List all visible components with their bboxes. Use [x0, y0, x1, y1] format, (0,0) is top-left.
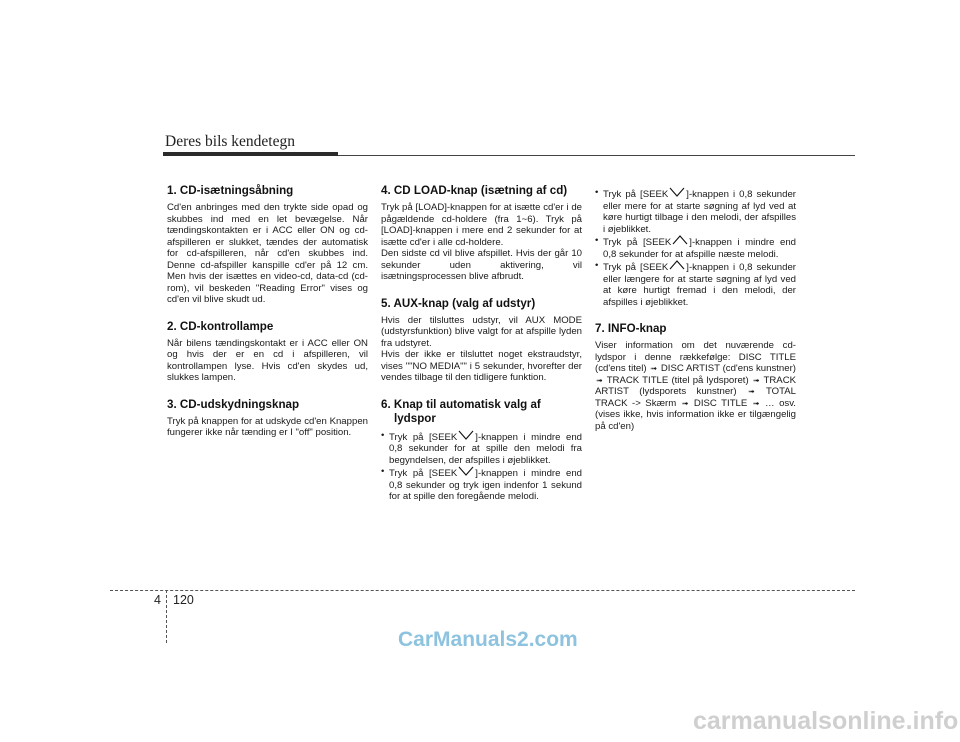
- section-heading: 3. CD-udskydningsknap: [167, 397, 300, 411]
- chevron-down-icon: [458, 466, 474, 476]
- header-title: Deres bils kendetegn: [165, 133, 295, 150]
- column-3: [595, 187, 796, 440]
- section-body: Hvis der ikke er tilsluttet noget ekstraudstyr, vises ""NO MEDIA"" i 5 sekunder, hvorefter der vendes tilbage til den tidligere funktion.: [381, 349, 582, 383]
- bullet-list: [595, 187, 796, 308]
- chevron-up-icon: [672, 235, 688, 245]
- section-heading: 7. INFO-knap: [595, 322, 667, 335]
- footer-rule: [110, 590, 855, 591]
- bullet-list: [381, 430, 582, 503]
- list-item: • Tryk på [SEEK ]-knappen i mindre end 0,8 sekunder og tryk igen indenfor 1 sekund for at spille den foregående melodi.: [381, 466, 582, 503]
- footer-divider: [166, 590, 167, 643]
- arrow-icon: ➟: [752, 398, 760, 408]
- list-item: • Tryk på [SEEK ]-knappen i mindre end 0,8 sekunder for at afspille næste melodi.: [595, 235, 796, 260]
- watermark-text: carmanualsonline.info: [693, 707, 959, 735]
- section-body: Tryk på [LOAD]-knappen for at isætte cd'er i de pågældende cd-holdere (fra 1~6). Tryk på [LOAD]-knappen i mere end 2 sekunder for at isætte cd'er i alle cd-holdere.: [381, 202, 582, 248]
- chapter-number: 4: [154, 593, 161, 607]
- section-heading: 4. CD LOAD-knap (isætning af cd): [381, 184, 568, 197]
- arrow-icon: ➟: [681, 398, 689, 408]
- page-number: 120: [173, 593, 194, 607]
- arrow-icon: ➟: [747, 387, 755, 396]
- arrow-icon: ➟: [596, 375, 603, 385]
- section-body: Den sidste cd vil blive afspillet. Hvis der går 10 sekunder uden aktivering, vil isætningsprocessen blive afbrudt.: [381, 248, 582, 282]
- section-heading: 5. AUX-knap (valg af udstyr): [381, 296, 536, 310]
- arrow-icon: ➟: [650, 364, 658, 373]
- section-heading: 2. CD-kontrollampe: [167, 319, 274, 333]
- list-item: • Tryk på [SEEK ]-knappen i 0,8 sekunder eller længere for at starte søgning af lyd ved at køre hurtigt fremad i den melodi, der afspilles i øjeblikket.: [595, 260, 796, 308]
- section-body: Hvis der tilsluttes udstyr, vil AUX MODE (udstyrsfunktion) blive valgt for at afspille lyden fra udstyret.: [381, 314, 582, 349]
- section-body: Viser information om det nuværende cd-lydspor i denne rækkefølge: DISC TITLE (cd'ens titel) ➟ DISC ARTIST (cd'ens kunstner) ➟ TRACK TITLE (titel på lydsporet) ➟ TRACK ARTIST (lydsporets kunstner) ➟ TOTAL TRACK -> Skærm ➟ DISC TITLE ➟ … osv. (vises ikke, hvis information ikke er tilgængelig på cd'en): [595, 340, 797, 432]
- chevron-down-icon: [669, 187, 685, 197]
- arrow-icon: ➟: [752, 375, 760, 385]
- column-1: [167, 184, 368, 447]
- header-bar: [163, 152, 338, 156]
- header-rule: [338, 155, 855, 156]
- section-heading: 6. Knap til automatisk valg af lydspor: [381, 397, 541, 425]
- list-item: • Tryk på [SEEK ]-knappen i mindre end 0,8 sekunder for at spille den melodi fra begyndelsen, der afspilles i øjeblikket.: [381, 430, 582, 467]
- chevron-up-icon: [669, 260, 685, 270]
- chevron-down-icon: [458, 430, 474, 440]
- section-body: Når bilens tændingskontakt er i ACC eller ON og hvis der er en cd i afspilleren, vil kontrollampen lyse. Hvis cd'en skydes ud, slukkes lampen.: [167, 337, 368, 383]
- section-heading: 1. CD-isætningsåbning: [167, 184, 294, 197]
- list-item: • Tryk på [SEEK ]-knappen i 0,8 sekunder eller mere for at starte søgning af lyd ved at køre hurtigt tilbage i den melodi, der afspilles i øjeblikket.: [595, 187, 796, 235]
- column-2: [381, 184, 582, 511]
- section-body: Cd'en anbringes med den trykte side opad og skubbes ind med en let bevægelse. Når tændingskontakten er i ACC eller ON og cd-afspilleren er slukket, tændes der automatisk for cd-afspilleren, når cd'en skubbes ind. Denne cd-afspiller kanspille cd'er på 12 cm. Men hvis der isættes en video-cd, data-cd (cd-rom), vil beskeden "Reading Error" vises og cd'en vil blive skudt ud.: [167, 202, 368, 305]
- watermark-logo: CarManuals2.com: [398, 628, 578, 651]
- section-body: Tryk på knappen for at udskyde cd'en Knappen fungerer ikke når tænding er I "off" position.: [167, 415, 368, 438]
